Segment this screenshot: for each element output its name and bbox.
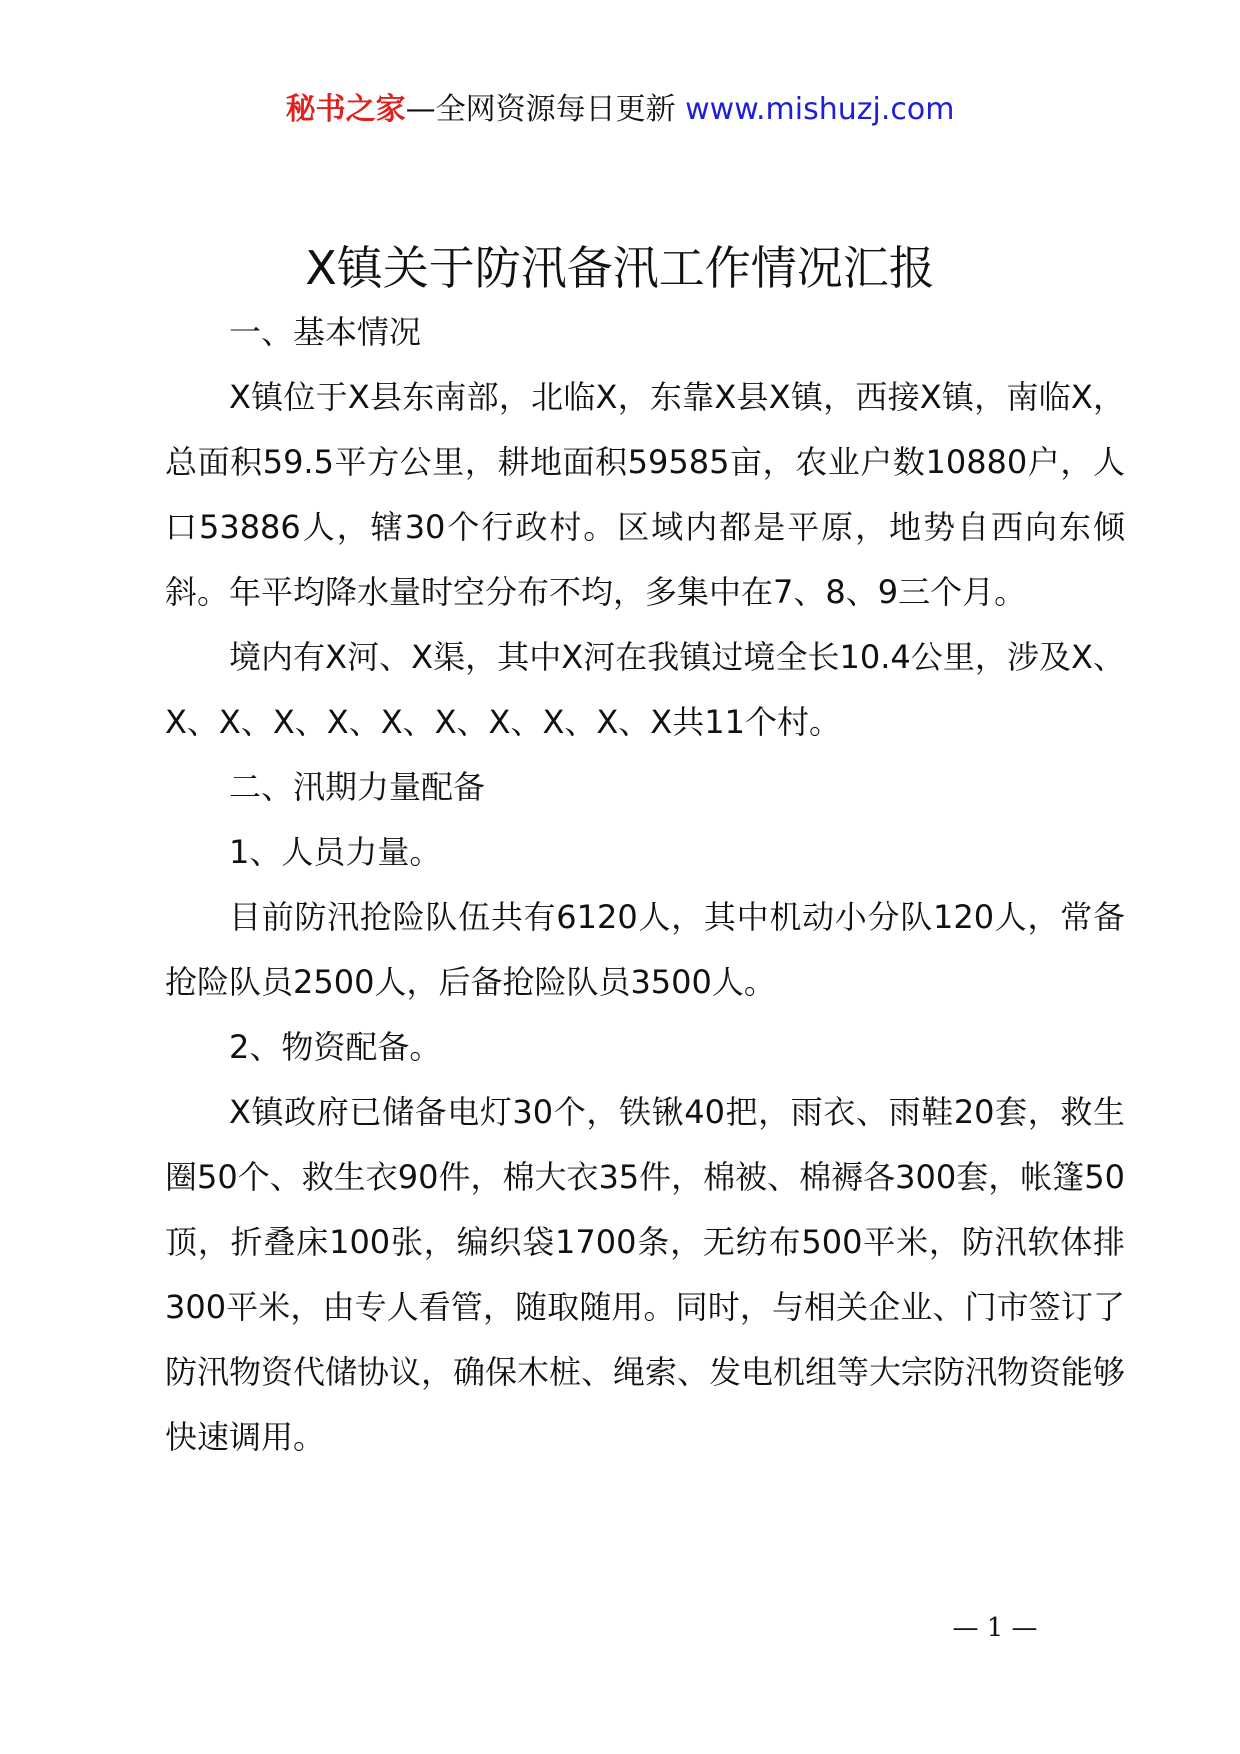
paragraph-rivers: 境内有X河、X渠，其中X河在我镇过境全长10.4公里，涉及X、X、X、X、X、X、X、X、X、X、X共11个村。 — [165, 638, 1125, 741]
paragraph-personnel: 目前防汛抢险队伍共有6120人，其中机动小分队120人，常备抢险队员2500人，后备抢险队员3500人。 — [165, 898, 1125, 1001]
paragraph-location-overview: X镇位于X县东南部，北临X，东靠X县X镇，西接X镇，南临X，总面积59.5平方公里，耕地面积59585亩，农业户数10880户，人口53886人，辖30个行政村。区域内都是平原，地势自西向东倾斜。年平均降水量时空分布不均，多集中在7、8、9三个月。 — [165, 378, 1125, 611]
subheading-materials: 2、物资配备。 — [229, 1028, 442, 1066]
site-brand: 秘书之家 — [285, 92, 406, 127]
document-title: X镇关于防汛备汛工作情况汇报 — [305, 241, 935, 295]
document-body — [165, 300, 1125, 1470]
site-tagline: —全网资源每日更新 — [405, 92, 686, 127]
section-heading-basic-info: 一、基本情况 — [229, 313, 422, 351]
section-heading-flood-forces: 二、汛期力量配备 — [229, 768, 486, 806]
paragraph-materials: X镇政府已储备电灯30个，铁锹40把，雨衣、雨鞋20套，救生圈50个、救生衣90件，棉大衣35件，棉被、棉褥各300套，帐篷50顶，折叠床100张，编织袋1700条，无纺布500平米，防汛软体排300平米，由专人看管，随取随用。同时，与相关企业、门市签订了防汛物资代储协议，确保木桩、绳索、发电机组等大宗防汛物资能够快速调用。 — [165, 1093, 1126, 1456]
site-url-link[interactable]: www.mishuzj.com — [685, 92, 955, 127]
subheading-personnel: 1、人员力量。 — [229, 833, 442, 871]
site-banner — [0, 88, 1240, 132]
page-number: — 1 — — [952, 1613, 1038, 1643]
